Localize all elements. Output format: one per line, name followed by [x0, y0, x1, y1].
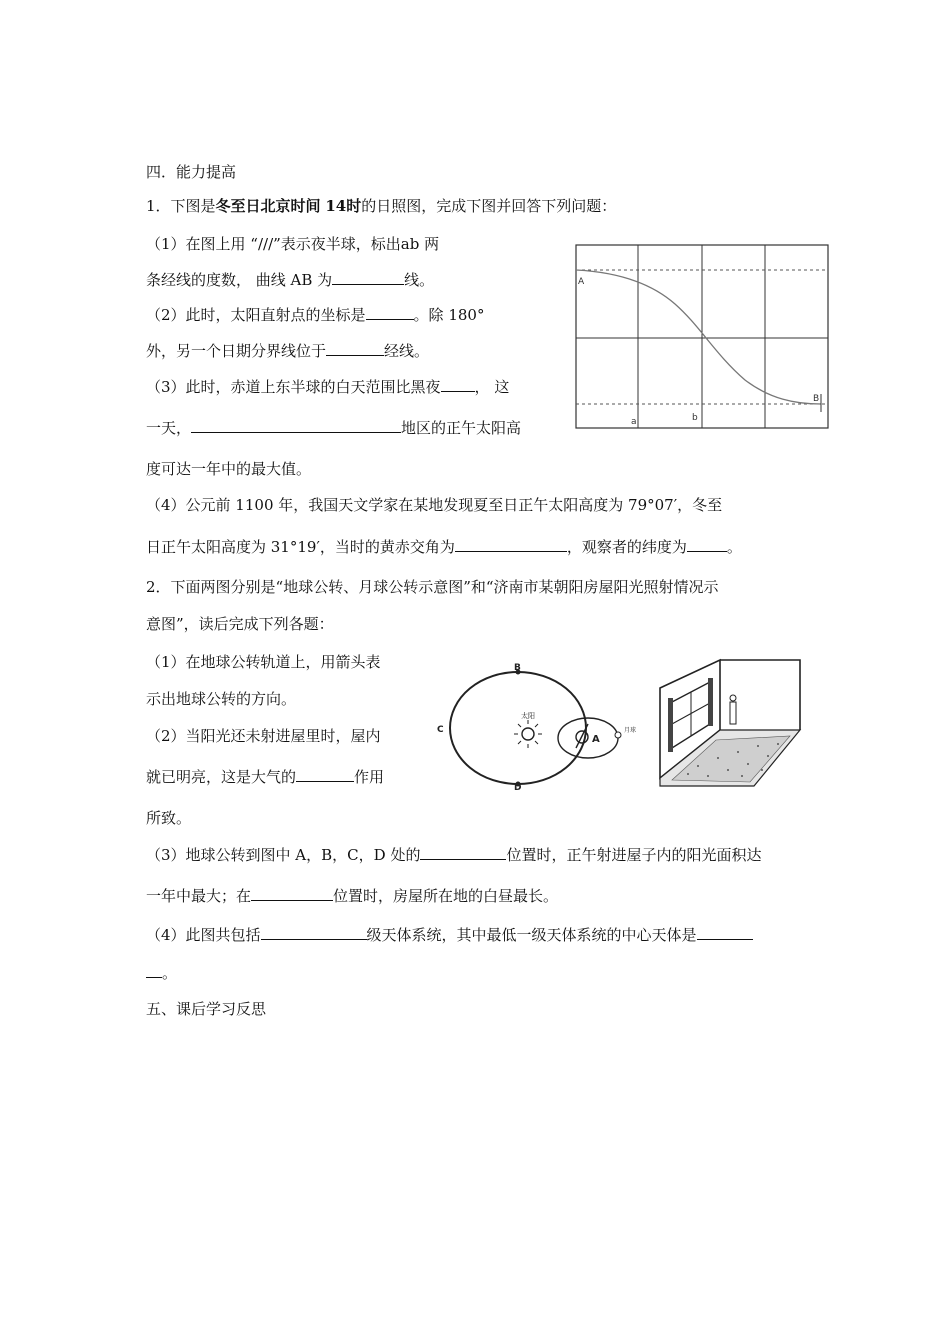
q1-day-night-blank[interactable]: [441, 377, 475, 392]
q2-room-figure: [658, 658, 806, 792]
person-head: [730, 695, 736, 701]
label-D: D: [514, 783, 522, 793]
q1-stem-bold-unit: 时: [346, 197, 362, 215]
label-B: B: [514, 663, 521, 673]
earth-orbit: [450, 672, 586, 784]
q1-part1-text: 条经线的度数， 曲线 AB 为: [146, 271, 333, 289]
q1-obliquity-blank[interactable]: [455, 537, 567, 552]
q1-part4-text: 日正午太阳高度为 31°19′，当时的黄赤交角为: [146, 538, 455, 556]
q1-stem-text: 1．下图是: [146, 197, 216, 215]
q1-part3-tail: ， 这: [474, 378, 510, 396]
q1-latitude-blank[interactable]: [687, 537, 727, 552]
terminator-curve: [576, 270, 821, 404]
q2-atmosphere-blank[interactable]: [296, 767, 354, 782]
curtain-right: [708, 678, 713, 726]
q2-part2-line3: 所致。: [146, 809, 192, 827]
label-B: B: [813, 394, 820, 404]
q2-part1-line2: 示出地球公转的方向。: [146, 690, 297, 708]
q2-part4-end: 。: [162, 964, 178, 982]
q1-date-line-blank[interactable]: [326, 341, 384, 356]
label-b: b: [692, 413, 698, 423]
q1-part2-tail: 。除 180°: [413, 306, 485, 324]
q1-part2-text: （2）此时，太阳直射点的坐标是: [146, 306, 366, 324]
label-moon: 月球: [624, 727, 637, 734]
q2-part2-text: 就已明亮，这是大气的: [146, 768, 297, 786]
q2-part3-line2: [146, 886, 558, 906]
q2-longest-day-blank[interactable]: [251, 886, 333, 901]
q1-part3-line1: [146, 377, 509, 397]
q2-part1-line1: （1）在地球公转轨道上，用箭头表: [146, 653, 381, 671]
q2-orbit-figure: [432, 662, 637, 794]
q1-region-blank[interactable]: [191, 418, 401, 433]
sun-icon: [522, 728, 534, 740]
q1-part2-text2: 外，另一个日期分界线位于: [146, 342, 327, 360]
q1-part3-tail2: 地区的正午太阳高: [401, 419, 522, 437]
q1-part1-tail: 线。: [404, 271, 435, 289]
curtain-left: [668, 698, 673, 752]
q1-part3-line2: [146, 418, 521, 438]
q1-stem-bold-hour: 14: [325, 197, 347, 215]
q1-stem: [146, 196, 616, 216]
q1-curve-ab-blank[interactable]: [332, 270, 404, 285]
q1-part4-tail: 。: [726, 538, 742, 556]
label-a: a: [631, 417, 637, 427]
q2-part2-line1: （2）当阳光还未射进屋里时，屋内: [146, 727, 381, 745]
q2-stem-line2: 意图”，读后完成下列各题：: [146, 615, 334, 633]
q1-part2-tail2: 经线。: [384, 342, 430, 360]
q1-part1-line2: [146, 270, 434, 290]
q2-orbit-svg: [432, 662, 637, 793]
q1-stem-tail: 的日照图，完成下图并回答下列问题：: [361, 197, 617, 215]
q2-part4-line1: [146, 925, 753, 945]
q1-illumination-svg: [575, 244, 830, 430]
q2-part3-tail2: 位置时，房屋所在地的白昼最长。: [333, 887, 559, 905]
section-5-title: 五、课后学习反思: [146, 1000, 267, 1018]
person-figure: [730, 702, 736, 724]
label-A: A: [592, 734, 600, 745]
q1-illumination-figure: [575, 244, 830, 434]
q2-central-body-blank[interactable]: [697, 925, 753, 940]
q2-part4-line2: [146, 963, 177, 983]
q1-part4-line1: （4）公元前 1100 年，我国天文学家在某地发现夏至日正午太阳高度为 79°07′，冬至: [146, 496, 723, 514]
q1-part4-line2: [146, 537, 742, 557]
q2-part3-line1: [146, 845, 761, 865]
q2-stem-line1: 2．下面两图分别是“地球公转、月球公转示意图”和“济南市某朝阳房屋阳光照射情况示: [146, 578, 719, 596]
q2-system-levels-blank[interactable]: [261, 925, 367, 940]
sun-rays: [514, 720, 542, 748]
q1-part3-line3: 度可达一年中的最大值。: [146, 460, 312, 478]
q1-part3-text2: 一天，: [146, 419, 192, 437]
q1-part2-line2: [146, 341, 429, 361]
q1-stem-bold-time: 冬至日北京时间: [215, 197, 321, 215]
q2-part4-text: （4）此图共包括: [146, 926, 261, 944]
section-4-title: 四．能力提高: [146, 163, 237, 181]
q1-part4-mid: ，观察者的纬度为: [566, 538, 687, 556]
q2-room-svg: [658, 658, 806, 788]
q1-part3-text: （3）此时，赤道上东半球的白天范围比黑夜: [146, 378, 441, 396]
q2-part2-line2: [146, 767, 384, 787]
q1-subsolar-point-blank[interactable]: [366, 305, 414, 320]
q1-part2-line1: [146, 305, 484, 325]
q2-central-body-blank-cont[interactable]: [146, 963, 162, 978]
q2-part2-tail: 作用: [354, 768, 385, 786]
label-sun: 太阳: [521, 712, 535, 720]
q1-part1-line1: （1）在图上用 “///”表示夜半球，标出ab 两: [146, 235, 440, 253]
q2-part4-tail: 级天体系统，其中最低一级天体系统的中心天体是: [366, 926, 697, 944]
label-C: C: [437, 725, 444, 735]
q2-part3-text: （3）地球公转到图中 A，B，C，D 处的: [146, 846, 421, 864]
label-A: A: [578, 277, 585, 287]
moon-icon: [615, 732, 621, 738]
q2-part3-text2: 一年中最大；在: [146, 887, 252, 905]
q2-max-area-blank[interactable]: [420, 845, 506, 860]
q2-part3-tail: 位置时，正午射进屋子内的阳光面积达: [506, 846, 762, 864]
